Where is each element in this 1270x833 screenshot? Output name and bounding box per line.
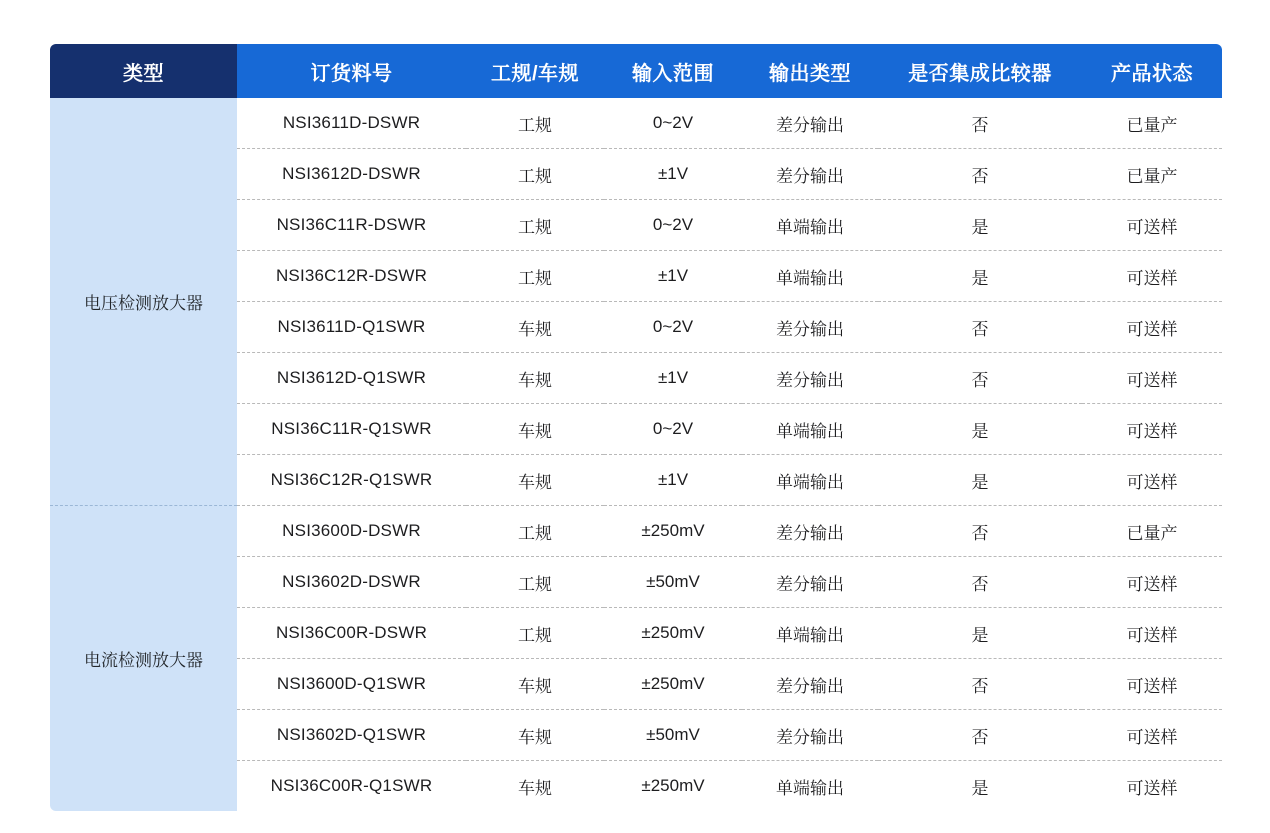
cell-status: 可送样 xyxy=(1082,200,1222,251)
cell-input-range: ±250mV xyxy=(604,608,742,659)
cell-grade: 工规 xyxy=(466,251,604,302)
cell-part-number: NSI3611D-Q1SWR xyxy=(237,302,466,353)
cell-status: 可送样 xyxy=(1082,302,1222,353)
cell-output-type: 单端输出 xyxy=(742,608,878,659)
cell-comparator: 是 xyxy=(878,200,1082,251)
cell-status: 已量产 xyxy=(1082,98,1222,149)
cell-grade: 车规 xyxy=(466,353,604,404)
table-body xyxy=(50,98,1222,811)
cell-grade: 车规 xyxy=(466,302,604,353)
cell-part-number: NSI36C12R-DSWR xyxy=(237,251,466,302)
cell-status: 可送样 xyxy=(1082,659,1222,710)
cell-comparator: 否 xyxy=(878,353,1082,404)
cell-part-number: NSI36C12R-Q1SWR xyxy=(237,455,466,506)
cell-part-number: NSI3612D-DSWR xyxy=(237,149,466,200)
cell-status: 可送样 xyxy=(1082,455,1222,506)
cell-part-number: NSI3600D-Q1SWR xyxy=(237,659,466,710)
cell-output-type: 差分输出 xyxy=(742,149,878,200)
category-cell-voltage: 电压检测放大器 xyxy=(50,98,237,506)
cell-status: 可送样 xyxy=(1082,608,1222,659)
cell-comparator: 是 xyxy=(878,761,1082,812)
cell-output-type: 差分输出 xyxy=(742,710,878,761)
cell-comparator: 否 xyxy=(878,710,1082,761)
cell-part-number: NSI3600D-DSWR xyxy=(237,506,466,557)
column-header-output-type: 输出类型 xyxy=(742,44,878,98)
cell-grade: 车规 xyxy=(466,659,604,710)
cell-input-range: ±1V xyxy=(604,149,742,200)
cell-grade: 工规 xyxy=(466,506,604,557)
cell-input-range: ±1V xyxy=(604,455,742,506)
column-header-type: 类型 xyxy=(50,44,237,98)
table-header xyxy=(50,44,1222,98)
cell-output-type: 差分输出 xyxy=(742,659,878,710)
cell-input-range: ±1V xyxy=(604,251,742,302)
cell-output-type: 差分输出 xyxy=(742,557,878,608)
cell-status: 可送样 xyxy=(1082,761,1222,812)
cell-output-type: 差分输出 xyxy=(742,98,878,149)
cell-input-range: ±50mV xyxy=(604,557,742,608)
column-header-status: 产品状态 xyxy=(1082,44,1222,98)
cell-status: 可送样 xyxy=(1082,404,1222,455)
cell-comparator: 是 xyxy=(878,608,1082,659)
cell-comparator: 否 xyxy=(878,149,1082,200)
column-header-input-range: 输入范围 xyxy=(604,44,742,98)
cell-output-type: 差分输出 xyxy=(742,302,878,353)
cell-input-range: 0~2V xyxy=(604,404,742,455)
cell-output-type: 差分输出 xyxy=(742,506,878,557)
cell-part-number: NSI3611D-DSWR xyxy=(237,98,466,149)
cell-comparator: 否 xyxy=(878,506,1082,557)
cell-comparator: 否 xyxy=(878,557,1082,608)
cell-grade: 工规 xyxy=(466,557,604,608)
category-cell-current: 电流检测放大器 xyxy=(50,506,237,812)
cell-part-number: NSI36C11R-DSWR xyxy=(237,200,466,251)
cell-output-type: 差分输出 xyxy=(742,353,878,404)
cell-comparator: 是 xyxy=(878,404,1082,455)
cell-part-number: NSI3602D-DSWR xyxy=(237,557,466,608)
cell-grade: 工规 xyxy=(466,608,604,659)
cell-status: 可送样 xyxy=(1082,353,1222,404)
cell-output-type: 单端输出 xyxy=(742,404,878,455)
table-row xyxy=(50,98,1222,149)
cell-comparator: 否 xyxy=(878,302,1082,353)
cell-input-range: 0~2V xyxy=(604,98,742,149)
product-table-container xyxy=(50,44,1222,811)
cell-output-type: 单端输出 xyxy=(742,455,878,506)
cell-output-type: 单端输出 xyxy=(742,761,878,812)
column-header-part-number: 订货料号 xyxy=(237,44,466,98)
cell-grade: 车规 xyxy=(466,404,604,455)
cell-grade: 车规 xyxy=(466,710,604,761)
cell-input-range: ±50mV xyxy=(604,710,742,761)
cell-grade: 工规 xyxy=(466,200,604,251)
cell-input-range: ±250mV xyxy=(604,506,742,557)
column-header-comparator: 是否集成比较器 xyxy=(878,44,1082,98)
cell-output-type: 单端输出 xyxy=(742,251,878,302)
product-table xyxy=(50,44,1222,811)
cell-status: 已量产 xyxy=(1082,506,1222,557)
cell-input-range: ±250mV xyxy=(604,761,742,812)
cell-status: 已量产 xyxy=(1082,149,1222,200)
cell-status: 可送样 xyxy=(1082,251,1222,302)
cell-status: 可送样 xyxy=(1082,557,1222,608)
cell-grade: 工规 xyxy=(466,98,604,149)
cell-comparator: 否 xyxy=(878,659,1082,710)
cell-part-number: NSI36C00R-Q1SWR xyxy=(237,761,466,812)
cell-output-type: 单端输出 xyxy=(742,200,878,251)
cell-grade: 工规 xyxy=(466,149,604,200)
cell-comparator: 是 xyxy=(878,455,1082,506)
cell-input-range: 0~2V xyxy=(604,200,742,251)
cell-grade: 车规 xyxy=(466,455,604,506)
cell-part-number: NSI36C00R-DSWR xyxy=(237,608,466,659)
cell-part-number: NSI3602D-Q1SWR xyxy=(237,710,466,761)
cell-comparator: 是 xyxy=(878,251,1082,302)
cell-comparator: 否 xyxy=(878,98,1082,149)
cell-input-range: ±250mV xyxy=(604,659,742,710)
cell-grade: 车规 xyxy=(466,761,604,812)
cell-part-number: NSI36C11R-Q1SWR xyxy=(237,404,466,455)
cell-part-number: NSI3612D-Q1SWR xyxy=(237,353,466,404)
cell-input-range: 0~2V xyxy=(604,302,742,353)
column-header-grade: 工规/车规 xyxy=(466,44,604,98)
cell-status: 可送样 xyxy=(1082,710,1222,761)
cell-input-range: ±1V xyxy=(604,353,742,404)
table-row xyxy=(50,506,1222,557)
table-header-row xyxy=(50,44,1222,98)
